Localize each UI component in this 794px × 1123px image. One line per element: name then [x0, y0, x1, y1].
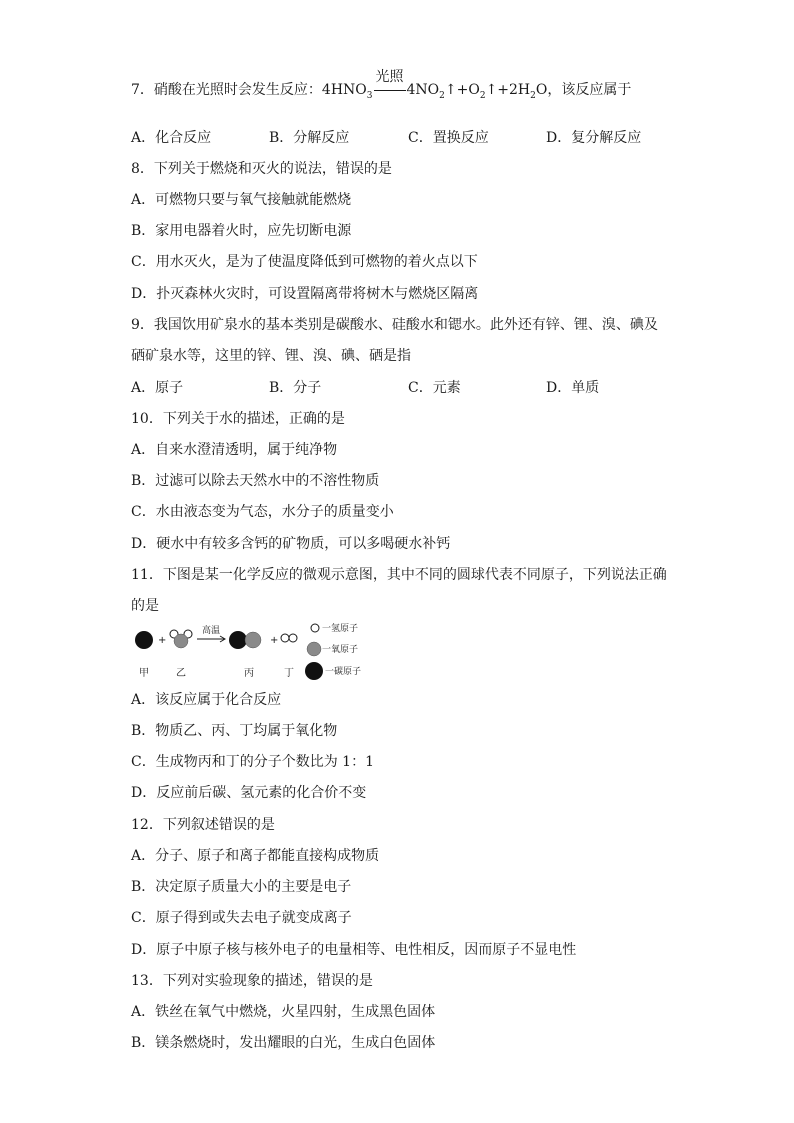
- q12-option-c: C．原子得到或失去电子就变成离子: [131, 910, 352, 926]
- q11-option-c: C．生成物丙和丁的分子个数比为 1：1: [131, 754, 374, 770]
- q7-stem: 7．硝酸在光照时会发生反应：$4HNO_3$ 光照 $4NO_2↑+O_2↑+2H_2O$，该反应属于: [131, 69, 632, 101]
- q9-option-b: B．分子: [269, 380, 322, 396]
- q7-option-d: D．复分解反应: [546, 130, 642, 146]
- q9-option-a: A．原子: [131, 380, 184, 396]
- q13-option-a: A．铁丝在氧气中燃烧，火星四射，生成黑色固体: [131, 1004, 436, 1020]
- legend-hydrogen-label: 一氢原子: [322, 624, 359, 634]
- label-bing: 丙: [244, 668, 254, 679]
- q11-option-d: D．反应前后碳、氢元素的化合价不变: [131, 785, 367, 801]
- carbon-atom: [135, 631, 153, 649]
- label-jia: 甲: [139, 668, 149, 679]
- q7-option-b: B．分解反应: [269, 130, 350, 146]
- legend-carbon-label: 一碳原子: [325, 667, 362, 677]
- reaction-condition: 光照: [373, 80, 407, 100]
- q10-stem: 10．下列关于水的描述，正确的是: [131, 411, 345, 427]
- legend-oxygen-label: 一氧原子: [322, 645, 359, 655]
- q12-option-a: A．分子、原子和离子都能直接构成物质: [131, 848, 380, 864]
- q9-option-c: C．元素: [408, 380, 461, 396]
- q10-option-b: B．过滤可以除去天然水中的不溶性物质: [131, 473, 380, 489]
- q8-option-d: D．扑灭森林火灾时，可设置隔离带将树木与燃烧区隔离: [131, 286, 479, 302]
- plus-sign: +: [158, 635, 167, 646]
- plus-sign: +: [270, 635, 279, 646]
- q8-stem: 8．下列关于燃烧和灭火的说法，错误的是: [131, 161, 392, 177]
- oxygen-atom: [245, 632, 261, 648]
- q9-stem-line1: 9．我国饮用矿泉水的基本类别是碳酸水、硅酸水和锶水。此外还有锌、锂、溴、碘及: [131, 317, 658, 333]
- q11-option-a: A．该反应属于化合反应: [131, 692, 282, 708]
- legend-carbon-icon: [305, 662, 323, 680]
- label-ding: 丁: [284, 668, 294, 679]
- hydrogen-atom: [289, 634, 297, 642]
- q13-stem: 13．下列对实验现象的描述，错误的是: [131, 973, 373, 989]
- q12-option-d: D．原子中原子核与核外电子的电量相等、电性相反，因而原子不显电性: [131, 942, 577, 958]
- q7-option-a: A．化合反应: [131, 130, 212, 146]
- legend-hydrogen-icon: [311, 624, 319, 632]
- condition-label: 高温: [201, 626, 221, 636]
- reaction-diagram: [131, 623, 391, 683]
- q10-option-a: A．自来水澄清透明，属于纯净物: [131, 442, 338, 458]
- q11-option-b: B．物质乙、丙、丁均属于氧化物: [131, 723, 338, 739]
- hydrogen-atom: [281, 634, 289, 642]
- q9-option-d: D．单质: [546, 380, 600, 396]
- carbon-atom: [229, 631, 247, 649]
- q8-option-a: A．可燃物只要与氧气接触就能燃烧: [131, 192, 352, 208]
- q11-stem-line1: 11．下图是某一化学反应的微观示意图，其中不同的圆球代表不同原子，下列说法正确: [131, 567, 667, 583]
- oxygen-atom: [174, 634, 188, 648]
- q13-option-b: B．镁条燃烧时，发出耀眼的白光，生成白色固体: [131, 1035, 436, 1051]
- q8-option-b: B．家用电器着火时，应先切断电源: [131, 223, 352, 239]
- q11-stem-line2: 的是: [131, 598, 159, 614]
- q7-option-c: C．置换反应: [408, 130, 489, 146]
- q12-stem: 12．下列叙述错误的是: [131, 817, 275, 833]
- label-yi: 乙: [176, 668, 186, 679]
- q8-option-c: C．用水灭火，是为了使温度降低到可燃物的着火点以下: [131, 254, 478, 270]
- q10-option-c: C．水由液态变为气态，水分子的质量变小: [131, 504, 394, 520]
- q9-stem-line2: 硒矿泉水等，这里的锌、锂、溴、碘、硒是指: [131, 348, 411, 364]
- q12-option-b: B．决定原子质量大小的主要是电子: [131, 879, 352, 895]
- legend-oxygen-icon: [307, 642, 321, 656]
- q10-option-d: D．硬水中有较多含钙的矿物质，可以多喝硬水补钙: [131, 536, 451, 552]
